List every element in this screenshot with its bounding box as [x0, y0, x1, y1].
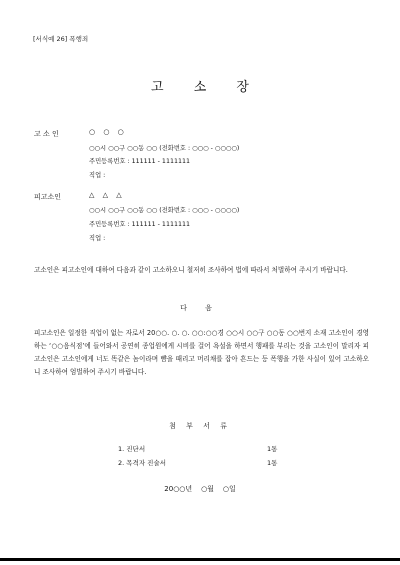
form-number: [서식예 26] 폭행죄	[33, 35, 89, 43]
defendant-address: ○○시 ○○구 ○○동 ○○ (전화번호 : ○○○ - ○○○○)	[89, 207, 240, 214]
attachment-1-name: 1. 진단서	[118, 445, 146, 453]
complainant-name: ○ ○ ○	[89, 128, 127, 136]
defendant-name: △ △ △	[89, 191, 125, 199]
next-heading: 다 음	[180, 304, 220, 312]
complainant-address: ○○시 ○○구 ○○동 ○○ (전화번호 : ○○○ - ○○○○)	[89, 145, 240, 152]
body-paragraph: 피고소인은 일정한 직업이 없는 자로서 20○○. ○. ○. ○○:○○경 ○○시 ○○구 ○○동 ○○번지 소재 고소인이 경영하는 ‘○○음식점’에 들어와서 공연히 종업원에게 시비를 걸어 욕설을 하면서 행패를 부리는 것을 고소인이 말리자 피고소인은 고소인에게 너도 똑같은 놈이라며 뺨을 때리고 머리채를 잡아 흔드는 등 폭행을 가한 사실이 있어 고소하오니 조사하여 엄벌하여 주시기 바랍니다.	[34, 329, 369, 376]
attachments-heading: 첨 부 서 류	[169, 422, 231, 430]
intro-paragraph: 고소인은 피고소인에 대하여 다음과 같이 고소하오니 철저히 조사하여 법에 따라서 처벌하여 주시기 바랍니다.	[34, 266, 348, 274]
attachment-2-name: 2. 목격자 진술서	[118, 459, 167, 467]
complainant-rrn: 주민등록번호 : 111111 - 1111111	[89, 158, 190, 165]
title-char-2: 소	[193, 80, 207, 95]
filing-date: 20○○년 ○월 ○일	[164, 485, 236, 493]
title-char-1: 고	[151, 80, 164, 95]
defendant-label: 피고소인	[34, 193, 62, 201]
attachment-2-count: 1통	[267, 459, 278, 467]
document-title	[0, 76, 400, 95]
complainant-job: 직업 :	[89, 172, 106, 179]
complainant-label: 고 소 인	[34, 130, 59, 138]
bottom-border	[0, 558, 400, 561]
attachment-1-count: 1통	[267, 445, 278, 453]
title-char-3: 장	[236, 80, 249, 95]
defendant-rrn: 주민등록번호 : 111111 - 1111111	[89, 221, 190, 228]
defendant-job: 직업 :	[89, 235, 106, 242]
